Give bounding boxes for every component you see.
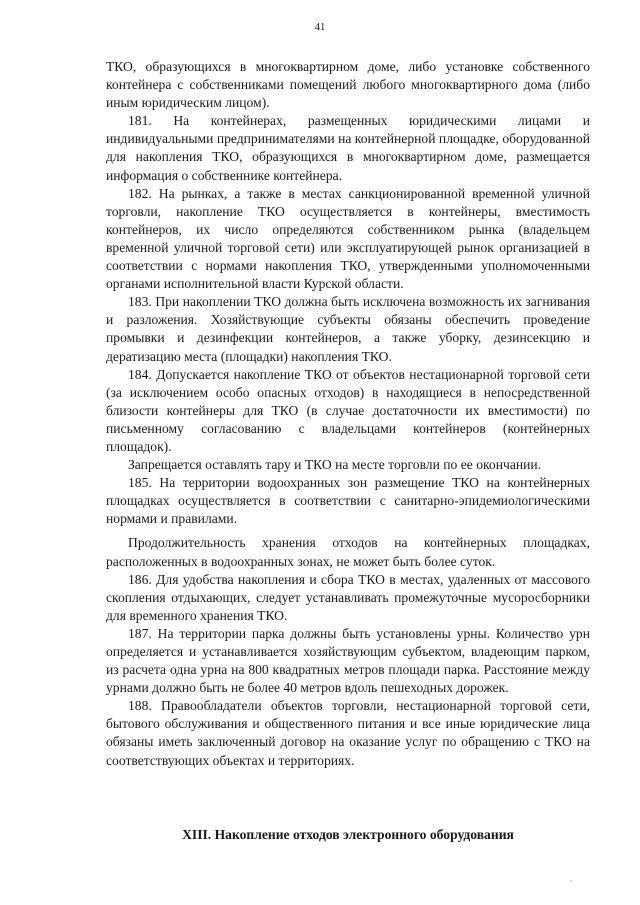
scan-artifact: [570, 880, 572, 882]
document-body: [106, 58, 590, 770]
paragraph-184: 184. Допускается накопление ТКО от объектов нестационарной торговой сети (за исключением особо опасных отходов) в находящиеся в непосредственной близости контейнеры для ТКО (в случае достаточности их вместимости) по письменному согласованию с владельцами контейнеров (контейнерных площадок).: [106, 366, 590, 454]
paragraph-186: 186. Для удобства накопления и сбора ТКО в местах, удаленных от массового скопления отдыхающих, следует устанавливать промежуточные мусоросборники для временного хранения ТКО.: [106, 571, 590, 623]
paragraph-184-note: Запрещается оставлять тару и ТКО на месте торговли по ее окончании.: [128, 457, 542, 473]
paragraph-185: 185. На территории водоохранных зон размещение ТКО на контейнерных площадках осуществляется в соответствии с санитарно-эпидемиологическими нормами и правилами.: [106, 475, 590, 527]
paragraph-185-note: Продолжительность хранения отходов на контейнерных площадках, расположенных в водоохранных зонах, не может быть более суток.: [106, 535, 590, 569]
section-heading: XIII. Накопление отходов электронного оборудования: [182, 827, 514, 842]
paragraph-188: 188. Правообладатели объектов торговли, нестационарной торговой сети, бытового обслуживания и общественного питания и все иные юридические лица обязаны иметь заключенный договор на оказание услуг по обращению с ТКО на соответствующих объектах и территориях.: [106, 698, 590, 768]
paragraph-continuation: ТКО, образующихся в многоквартирном доме, либо установке собственного контейнера с собственниками помещений любого многоквартирного дома (либо иным юридическим лицом).: [106, 59, 590, 111]
paragraph-182: 182. На рынках, а также в местах санкционированной временной уличной торговли, накопление ТКО осуществляется в контейнеры, вместимость контейнеров, их число определяются собственником рынка (владельцем временной уличной торговой сети) или эксплуатирующей рынок организацией в соответствии с нормами накопления ТКО, утвержденными уполномоченными органами исполнительной власти Курской области.: [106, 185, 590, 292]
paragraph-187: 187. На территории парка должны быть установлены урны. Количество урн определяется и устанавливается хозяйствующим субъектом, владеющим парком, из расчета одна урна на 800 квадратных метров площади парка. Расстояние между урнами должно быть не более 40 метров вдоль пешеходных дорожек.: [106, 625, 590, 696]
paragraph-181: 181. На контейнерах, размещенных юридическими лицами и индивидуальными предпринимателями на контейнерной площадке, оборудованной для накопления ТКО, образующихся в многоквартирном доме, размещается информация о собственнике контейнера.: [106, 113, 590, 183]
page-number: 41: [314, 22, 326, 33]
paragraph-183: 183. При накоплении ТКО должна быть исключена возможность их загнивания и разложения. Хозяйствующие субъекты обязаны обеспечить проведение промывки и дезинфекции контейнеров, а также уборку, дезинсекцию и дератизацию места (площадки) накопления ТКО.: [106, 294, 590, 364]
